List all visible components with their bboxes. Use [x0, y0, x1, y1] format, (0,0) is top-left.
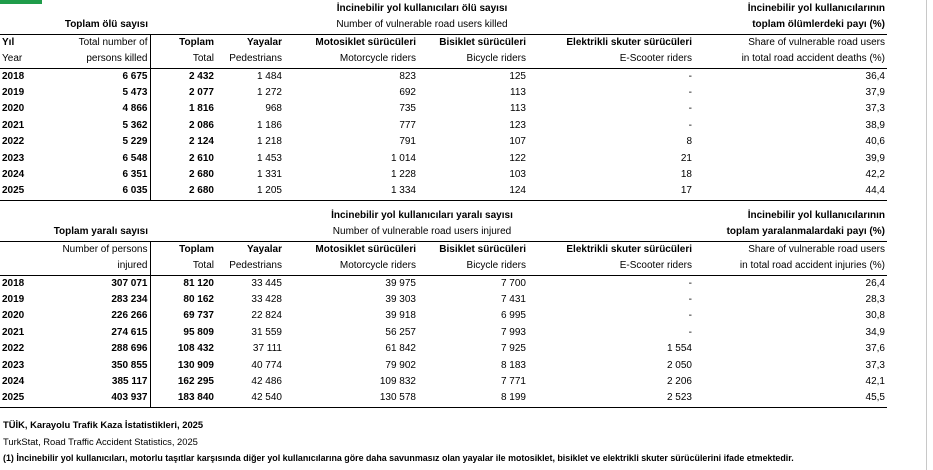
pedestrians-cell: 1 272	[256, 87, 282, 99]
year-cell: 2025	[0, 390, 38, 407]
col-header-tr: Toplam	[150, 34, 216, 51]
vuln-total-cell: 162 295	[150, 374, 216, 390]
pedestrians-cell: 37 111	[252, 343, 282, 355]
motorcycle-cell: 61 842	[385, 343, 416, 355]
motorcycle-cell: 39 918	[385, 310, 416, 322]
share-cell: 37,3	[865, 359, 885, 371]
table-row	[0, 151, 887, 167]
col-header-tr: Yayalar	[216, 241, 284, 258]
col-header-tr: Toplam	[150, 241, 216, 258]
col-header-tr: Bisiklet sürücüleri	[418, 241, 528, 258]
total-cell: 6 351	[122, 169, 148, 181]
year-cell: 2018	[2, 277, 25, 289]
total-cell: 6 675	[122, 70, 148, 82]
injured-table	[0, 208, 887, 408]
escooter-cell: -	[688, 326, 692, 338]
year-cell: 2020	[2, 103, 25, 115]
motorcycle-cell: 39 975	[385, 277, 416, 289]
killed-total-title-tr: Toplam ölü sayısı	[64, 19, 148, 31]
table-row	[0, 85, 887, 101]
table-row	[0, 358, 887, 374]
vuln-total-cell: 1 816	[150, 101, 216, 117]
pedestrians-cell: 1 186	[256, 119, 282, 131]
total-cell: 5 229	[122, 136, 148, 148]
vuln-total-cell: 2 124	[150, 134, 216, 150]
table-row	[0, 118, 887, 134]
killed-total-title-en-1: Total number of	[38, 34, 150, 51]
share-cell: 28,3	[865, 294, 885, 306]
injured-vuln-title-tr: İncinebilir yol kullanıcıları yaralı sayısı	[331, 210, 513, 221]
pedestrians-cell: 40 774	[251, 359, 282, 371]
escooter-cell: 18	[680, 169, 692, 181]
share-cell: 42,2	[865, 169, 885, 181]
bicycle-cell: 7 700	[500, 277, 526, 289]
bicycle-cell: 7 431	[500, 294, 526, 306]
total-cell: 385 117	[111, 376, 148, 388]
footnote: (1) İncinebilir yol kullanıcıları, motorlu taşıtlar karşısında diğer yol kullanıcılarına göre daha savunmasız olan yayalar ile motosiklet, bisiklet ve elektrikli skuter sürücülerini ifade etmektedir.	[3, 453, 794, 463]
motorcycle-cell: 823	[399, 70, 416, 82]
injured-share-title-en-1: Share of vulnerable road users	[694, 241, 887, 258]
share-cell: 37,3	[865, 103, 885, 115]
motorcycle-cell: 56 257	[385, 326, 416, 338]
col-header-tr: Bisiklet sürücüleri	[418, 34, 528, 51]
pedestrians-cell: 1 453	[256, 152, 282, 164]
share-cell: 36,4	[865, 70, 885, 82]
bicycle-cell: 7 925	[500, 343, 526, 355]
pedestrians-cell: 33 428	[251, 294, 282, 306]
vuln-total-cell: 2 432	[150, 68, 216, 85]
pedestrians-cell: 1 331	[256, 169, 282, 181]
killed-vuln-title-tr: İncinebilir yol kullanıcıları ölü sayısı	[336, 3, 508, 14]
col-header-en: Motorcycle riders	[284, 51, 418, 68]
year-cell: 2024	[2, 376, 25, 388]
pedestrians-cell: 42 486	[251, 376, 282, 388]
injured-table-body	[0, 275, 887, 407]
pedestrians-cell: 22 824	[251, 310, 282, 322]
pedestrians-cell: 42 540	[216, 390, 284, 407]
col-header-tr: Elektrikli skuter sürücüleri	[528, 34, 694, 51]
col-header-en: Motorcycle riders	[284, 258, 418, 275]
col-header-en: Total	[150, 258, 216, 275]
share-cell: 26,4	[865, 277, 885, 289]
injured-total-title-en-1: Number of persons	[38, 241, 150, 258]
year-cell: 2019	[2, 294, 25, 306]
vuln-total-cell: 183 840	[150, 390, 216, 407]
col-header-en: Pedestrians	[216, 51, 284, 68]
share-cell: 30,8	[865, 310, 885, 322]
source-tr: TÜİK, Karayolu Trafik Kaza İstatistikleri, 2025	[3, 419, 204, 430]
total-cell: 274 615	[111, 326, 148, 338]
injured-share-title-tr-1: İncinebilir yol kullanıcılarının	[747, 210, 885, 221]
killed-table	[0, 1, 887, 201]
year-cell: 2025	[0, 183, 38, 200]
killed-vuln-title-en: Number of vulnerable road users killed	[336, 19, 508, 31]
source-en: TurkStat, Road Traffic Accident Statistics, 2025	[3, 436, 198, 447]
motorcycle-cell: 777	[399, 119, 416, 131]
injured-share-title-en-2: in total road accident injuries (%)	[694, 258, 887, 275]
share-cell: 34,9	[865, 326, 885, 338]
bicycle-cell: 113	[510, 87, 526, 99]
bicycle-cell: 7 993	[500, 326, 526, 338]
year-cell: 2024	[2, 169, 25, 181]
col-header-tr: Elektrikli skuter sürücüleri	[528, 241, 694, 258]
col-header-en: Bicycle riders	[418, 258, 528, 275]
vuln-total-cell: 2 680	[150, 183, 216, 200]
table-row	[0, 341, 887, 357]
escooter-cell: 1 554	[666, 343, 692, 355]
table-row	[0, 374, 887, 390]
pedestrians-cell: 31 559	[251, 326, 282, 338]
motorcycle-cell: 1 334	[284, 183, 418, 200]
total-cell: 350 855	[111, 359, 148, 371]
table-row	[0, 167, 887, 183]
injured-share-title-tr-2: toplam yaralanmalardaki payı (%)	[726, 226, 885, 238]
col-header-tr: Yayalar	[216, 34, 284, 51]
escooter-cell: 2 523	[528, 390, 694, 407]
share-cell: 37,6	[865, 343, 885, 355]
killed-table-body	[0, 68, 887, 200]
pedestrians-cell: 1 484	[256, 70, 282, 82]
col-header-en: E-Scooter riders	[528, 51, 694, 68]
motorcycle-cell: 109 832	[379, 376, 416, 388]
escooter-cell: -	[688, 294, 692, 306]
killed-share-title-tr-1: İncinebilir yol kullanıcılarının	[747, 3, 885, 14]
share-cell: 38,9	[865, 119, 885, 131]
escooter-cell: -	[688, 119, 692, 131]
injured-total-title-en-2: injured	[38, 258, 150, 275]
total-cell: 4 866	[122, 103, 148, 115]
pedestrians-cell: 968	[265, 103, 282, 115]
total-cell: 283 234	[111, 294, 148, 306]
vuln-total-cell: 130 909	[150, 358, 216, 374]
motorcycle-cell: 130 578	[284, 390, 418, 407]
killed-total-title-en-2: persons killed	[38, 51, 150, 68]
escooter-cell: -	[688, 310, 692, 322]
year-header-en: Year	[0, 51, 38, 68]
share-cell: 39,9	[865, 152, 885, 164]
year-cell: 2021	[2, 326, 25, 338]
col-header-en: Pedestrians	[216, 258, 284, 275]
bicycle-cell: 113	[510, 103, 526, 115]
year-cell: 2023	[2, 359, 25, 371]
total-cell: 226 266	[111, 310, 148, 322]
vuln-total-cell: 2 077	[150, 85, 216, 101]
total-cell: 307 071	[111, 277, 148, 289]
col-header-en: E-Scooter riders	[528, 258, 694, 275]
escooter-cell: -	[688, 70, 692, 82]
col-header-en: Total	[150, 51, 216, 68]
table-row	[0, 134, 887, 150]
bicycle-cell: 6 995	[500, 310, 526, 322]
year-cell: 2018	[2, 70, 25, 82]
bicycle-cell: 125	[509, 70, 526, 82]
table-row	[0, 308, 887, 324]
share-cell: 40,6	[865, 136, 885, 148]
escooter-cell: 2 050	[666, 359, 692, 371]
col-header-tr: Motosiklet sürücüleri	[284, 241, 418, 258]
share-cell: 37,9	[865, 87, 885, 99]
bicycle-cell: 7 771	[500, 376, 526, 388]
table-row	[0, 292, 887, 308]
pedestrians-cell: 33 445	[251, 277, 282, 289]
total-cell: 6 548	[122, 152, 148, 164]
vuln-total-cell: 80 162	[150, 292, 216, 308]
total-cell: 5 473	[122, 87, 148, 99]
bicycle-cell: 8 199	[418, 390, 528, 407]
total-cell: 6 035	[38, 183, 150, 200]
table-row	[0, 275, 887, 292]
total-cell: 403 937	[38, 390, 150, 407]
bicycle-cell: 107	[509, 136, 526, 148]
killed-share-title-en-1: Share of vulnerable road users	[694, 34, 887, 51]
year-cell: 2019	[2, 87, 25, 99]
vuln-total-cell: 2 086	[150, 118, 216, 134]
vuln-total-cell: 2 680	[150, 167, 216, 183]
killed-share-title-en-2: in total road accident deaths (%)	[694, 51, 887, 68]
pedestrians-cell: 1 218	[256, 136, 282, 148]
escooter-cell: 8	[686, 136, 692, 148]
col-header-en: Bicycle riders	[418, 51, 528, 68]
year-cell: 2022	[2, 136, 25, 148]
vuln-total-cell: 108 432	[150, 341, 216, 357]
year-header-tr: Yıl	[0, 34, 38, 51]
vuln-total-cell: 2 610	[150, 151, 216, 167]
vuln-total-cell: 95 809	[150, 325, 216, 341]
motorcycle-cell: 735	[399, 103, 416, 115]
injured-vuln-title-en: Number of vulnerable road users injured	[332, 226, 512, 238]
gridline	[926, 0, 927, 470]
pedestrians-cell: 1 205	[216, 183, 284, 200]
bicycle-cell: 124	[418, 183, 528, 200]
vuln-total-cell: 81 120	[150, 275, 216, 292]
table-row	[0, 101, 887, 117]
motorcycle-cell: 79 902	[385, 359, 416, 371]
motorcycle-cell: 791	[399, 136, 416, 148]
table-row	[0, 183, 887, 200]
table-row	[0, 68, 887, 85]
injured-total-title-tr: Toplam yaralı sayısı	[53, 226, 148, 238]
col-header-tr: Motosiklet sürücüleri	[284, 34, 418, 51]
year-cell: 2021	[2, 119, 25, 131]
motorcycle-cell: 1 228	[390, 169, 416, 181]
total-cell: 288 696	[111, 343, 148, 355]
escooter-cell: -	[688, 87, 692, 99]
bicycle-cell: 122	[509, 152, 526, 164]
bicycle-cell: 123	[509, 119, 526, 131]
killed-share-title-tr-2: toplam ölümlerdeki payı (%)	[752, 19, 885, 31]
share-cell: 44,4	[694, 183, 887, 200]
escooter-cell: 2 206	[666, 376, 692, 388]
year-cell: 2023	[2, 152, 25, 164]
escooter-cell: -	[688, 103, 692, 115]
share-cell: 42,1	[865, 376, 885, 388]
table-row	[0, 325, 887, 341]
motorcycle-cell: 692	[399, 87, 416, 99]
escooter-cell: -	[688, 277, 692, 289]
motorcycle-cell: 1 014	[390, 152, 416, 164]
total-cell: 5 362	[122, 119, 148, 131]
year-cell: 2022	[2, 343, 25, 355]
escooter-cell: 17	[528, 183, 694, 200]
vuln-total-cell: 69 737	[150, 308, 216, 324]
bicycle-cell: 103	[509, 169, 526, 181]
year-cell: 2020	[2, 310, 25, 322]
motorcycle-cell: 39 303	[385, 294, 416, 306]
share-cell: 45,5	[694, 390, 887, 407]
escooter-cell: 21	[680, 152, 692, 164]
bicycle-cell: 8 183	[500, 359, 526, 371]
table-row	[0, 390, 887, 407]
